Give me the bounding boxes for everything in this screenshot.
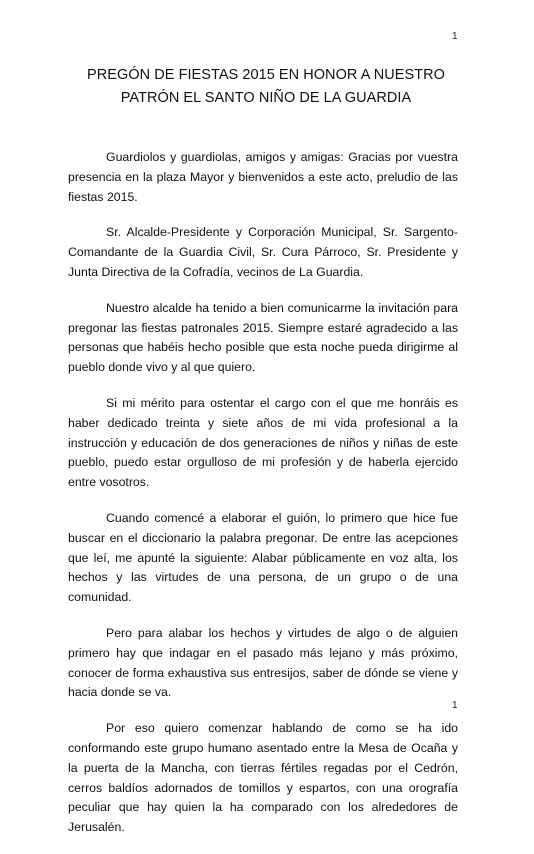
paragraph-definition: Cuando comencé a elaborar el guión, lo primero que hice fue buscar en el diccionario la palabra pregonar. De entre las acepciones que leí, me apunté la siguiente: Alabar públicamente en voz alta, los hechos y las virtudes de una persona, de un grupo o de una comunidad. bbox=[68, 510, 458, 605]
title-line-2: PATRÓN EL SANTO NIÑO DE LA GUARDIA bbox=[120, 90, 412, 106]
paragraph-merit: Si mi mérito para ostentar el cargo con el que me honráis es haber dedicado treinta y siete años de mi vida profesional a la instrucción y educación de dos generaciones de niños y niñas de este pueblo, puedo estar orgulloso de mi profesión y de haberla ejercido entre vosotros. bbox=[68, 395, 458, 490]
page-number-top: 1 bbox=[452, 31, 458, 42]
document-body bbox=[68, 148, 458, 854]
paragraph-greeting: Guardiolos y guardiolas, amigos y amigas: Gracias por vuestra presencia en la plaza Mayor y bienvenidos a este acto, preludio de las fiestas 2015. bbox=[68, 150, 458, 204]
document-title bbox=[68, 64, 464, 110]
page-number-bottom: 1 bbox=[452, 700, 458, 711]
paragraph-salutation: Sr. Alcalde-Presidente y Corporación Municipal, Sr. Sargento-Comandante de la Guardia Civil, Sr. Cura Párroco, Sr. Presidente y Junta Directiva de la Cofradía, vecinos de La Guardia. bbox=[68, 225, 458, 279]
paragraph-history: Por eso quiero comenzar hablando de como se ha ido conformando este grupo humano asentado entre la Mesa de Ocaña y la puerta de la Mancha, con tierras fértiles regadas por el Cedrón, cerros baldíos adornados de tomillos y espartos, con una orografía peculiar que hay quien la ha comparado con los alrededores de Jerusalén. bbox=[68, 721, 458, 835]
title-line-1: PREGÓN DE FIESTAS 2015 EN HONOR A NUESTRO bbox=[87, 67, 445, 83]
paragraph-past: Pero para alabar los hechos y virtudes de algo o de alguien primero hay que indagar en el pasado más lejano y más próximo, conocer de forma exhaustiva sus entresijos, saber de dónde se viene y hacia donde se va. bbox=[68, 625, 458, 700]
paragraph-invitation: Nuestro alcalde ha tenido a bien comunicarme la invitación para pregonar las fiestas patronales 2015. Siempre estaré agradecido a las personas que habéis hecho posible que esta noche pueda dirigirme al pueblo donde vivo y al que quiero. bbox=[68, 300, 458, 375]
